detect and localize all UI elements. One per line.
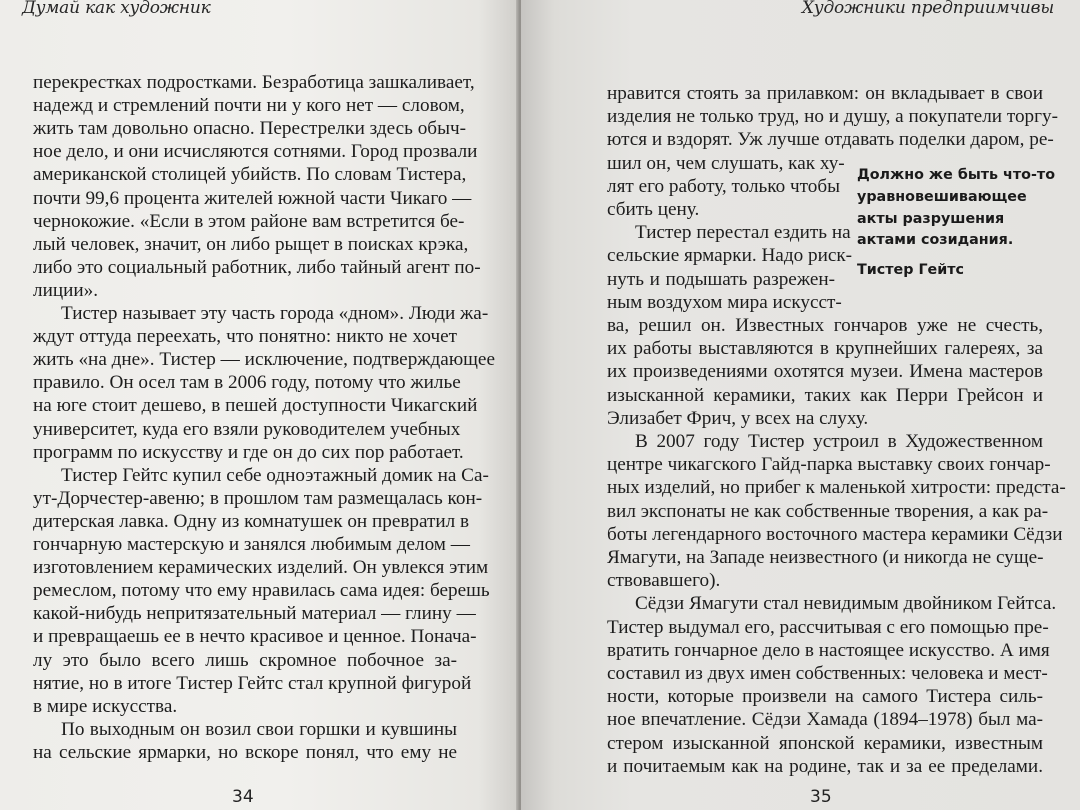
text-line: ное дело, и они исчисляются сотнями. Город прозвали [33, 141, 478, 163]
text-line: лиции». [33, 279, 99, 301]
text-line: университет, куда его взяли руководителем учебных [33, 418, 461, 440]
text-line: ются и вздорят. Уж лучше отдавать поделки даром, ре- [607, 129, 1054, 151]
text-line: ут-Дорчестер-авеню; в прошлом там размещалась кон- [33, 487, 483, 509]
left-page [0, 0, 520, 810]
sidebar-quote-line: актами созидания. [857, 232, 1014, 249]
text-line: ствовавшего). [607, 570, 721, 592]
text-line: ва, решил он. Известных гончаров уже не счесть, [607, 315, 1043, 336]
text-line: нятие, но в итоге Тистер Гейтс стал крупной фигурой [33, 672, 472, 694]
page-number-left: 34 [232, 787, 254, 807]
text-line: программ по искусству и где он до сих пор работает. [33, 441, 464, 463]
text-line: сельские ярмарки. Надо риск- [607, 245, 853, 267]
text-line: изысканной керамики, таких как Перри Грейсон и [607, 384, 1043, 406]
text-line: и почитаемым как на родине, так и за ее пределами. [607, 755, 1043, 777]
text-line: вил экспонаты не как собственные творения, а как ра- [607, 500, 1049, 522]
text-line: сбить цену. [607, 199, 700, 220]
text-line: лый человек, значит, он либо рыщет в поисках крэка, [33, 233, 469, 255]
running-head-right: Художники предприимчивы [801, 0, 1054, 18]
running-head-left: Думай как художник [22, 0, 211, 18]
text-line: жить там довольно опасно. Перестрелки здесь обыч- [33, 118, 467, 140]
text-line: либо это социальный работник, либо тайный агент по- [33, 256, 481, 278]
text-line: чернокожие. «Если в этом районе вам встретится бе- [33, 210, 465, 232]
text-line: стером изысканной японской керамики, известным [607, 732, 1043, 754]
text-line: какой-нибудь непритязательный материал — глину — [33, 603, 476, 625]
text-line: Тистер выдумал его, рассчитывая с его помощью пре- [607, 616, 1049, 638]
text-line: жить «на дне». Тистер — исключение, подтверждающее [33, 349, 495, 371]
text-line: в мире искусства. [33, 695, 178, 717]
text-line: Ямагути, на Западе неизвестного (и никогда не суще- [607, 547, 1044, 568]
text-line: Тистер перестал ездить на [635, 222, 851, 244]
text-line: боты легендарного восточного мастера керамики Сёдзи [607, 523, 1063, 545]
sidebar-quote-author: Тистер Гейтс [857, 262, 965, 279]
text-line: вратить гончарное дело в настоящее искусство. А имя [607, 639, 1050, 661]
sidebar-quote-line: Должно же быть что-то [857, 167, 1056, 183]
sidebar-quote-line: акты разрушения [857, 210, 1005, 227]
text-line: ремеслом, потому что ему нравилась сама идея: берешь [33, 580, 490, 602]
text-line: шил он, чем слушать, как ху- [607, 152, 845, 174]
text-line: дитерская лавка. Одну из комнатушек он превратил в [33, 510, 470, 532]
text-line: ным воздухом мира искусст- [607, 291, 842, 313]
text-line: американской столицей убийств. По словам Тистера, [33, 164, 467, 186]
text-line: почти 99,6 процента жителей южной части Чикаго — [33, 187, 472, 209]
text-line: и превращаешь ее в нечто красивое и ценное. Понача- [33, 626, 477, 648]
text-line: нравится стоять за прилавком: он вкладывает в свои [607, 83, 1043, 104]
text-line: лу это было всего лишь скромное побочное за- [33, 649, 457, 671]
text-line: лят его работу, только чтобы [607, 175, 841, 197]
text-line: изделия не только труд, но и душу, а покупатели торгу- [607, 106, 1059, 128]
text-line: их работы выставляются в крупнейших галереях, за [607, 338, 1043, 360]
text-line: ное впечатление. Сёдзи Хамада (1894–1978) был ма- [607, 709, 1043, 731]
text-line: на сельские ярмарки, но вскоре понял, что ему не [33, 741, 457, 763]
text-line: Сёдзи Ямагути стал невидимым двойником Гейтса. [635, 593, 1057, 615]
text-line: гончарную мастерскую и занялся любимым делом — [33, 534, 470, 555]
right-page [521, 0, 1080, 810]
text-line: ждут оттуда переехать, что понятно: никто не хочет [33, 326, 457, 348]
text-line: Тистер Гейтс купил себе одноэтажный домик на Са- [61, 464, 489, 486]
text-line: По выходным он возил свои горшки и кувшины [61, 718, 457, 740]
text-line: составил из двух имен собственных: человека и мест- [607, 663, 1048, 684]
text-line: правило. Он осел там в 2006 году, потому что жилье [33, 372, 461, 394]
sidebar-quote-line: уравновешивающее [857, 188, 1027, 205]
text-line: на юге стоит дешево, в пешей доступности Чикагский [33, 395, 478, 417]
text-line: надежд и стремлений почти ни у кого нет — словом, [33, 95, 465, 117]
text-line: нуть и подышать разрежен- [607, 268, 835, 290]
text-line: Тистер называет эту часть города «дном». Люди жа- [61, 303, 489, 324]
text-line: Элизабет Фрич, у всех на слуху. [607, 407, 869, 429]
text-line: перекрестках подростками. Безработица зашкаливает, [33, 72, 475, 93]
text-line: В 2007 году Тистер устроил в Художественном [635, 431, 1043, 452]
text-line: ных изделий, но прибег к маленькой хитрости: предста- [607, 477, 1066, 499]
text-line: их произведениями охотятся музеи. Имена мастеров [607, 361, 1043, 383]
sidebar-quote [857, 165, 1056, 282]
text-line: центре чикагского Гайд-парка выставку своих гончар- [607, 454, 1051, 476]
page-number-right: 35 [810, 787, 832, 807]
text-line: изготовлением керамических изделий. Он увлекся этим [33, 557, 489, 579]
text-line: ности, которые произвели на самого Тистера силь- [607, 686, 1043, 708]
